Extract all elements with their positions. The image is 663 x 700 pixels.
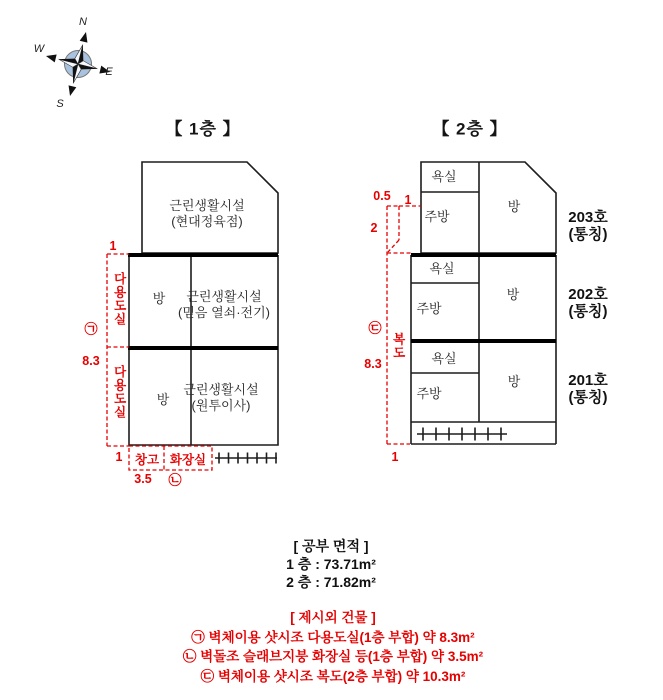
- floor1-top-room-line2: (현대정육점): [171, 214, 243, 229]
- unit202-name-label: [568, 286, 608, 320]
- floor1-dim-width-annex: 3.5: [134, 472, 152, 486]
- unit201-alias: (통칭): [568, 389, 608, 406]
- floor1-mid-room-line1: 근린생활시설: [186, 289, 262, 304]
- floor2-red-dimension-lines: [387, 206, 421, 444]
- compass-west-label: W: [33, 43, 45, 55]
- unit203-number: 203호: [568, 209, 608, 226]
- stairs-hatch-floor1: [215, 453, 277, 464]
- compass-south-label: S: [56, 98, 64, 110]
- unit201-bath-label: 욕실: [431, 351, 457, 366]
- floor2-dim-1-top: 1: [404, 193, 412, 207]
- unit203-kitchen-label: 주방: [424, 209, 450, 224]
- unit203-room-label: 방: [507, 199, 521, 214]
- extra-buildings-title: [ 제시외 건물 ]: [290, 610, 376, 625]
- unit202-bath-label: 욕실: [429, 261, 455, 276]
- unit201-number: 201호: [568, 372, 608, 389]
- floor1-mid-room-line2: (믿음 열쇠·전기): [178, 305, 270, 320]
- floor1-dim-width-bottom: 1: [115, 450, 123, 464]
- extra-buildings-item-3: ㉢ 벽체이용 샷시조 복도(2층 부합) 약 10.3m²: [200, 668, 466, 684]
- floor1-storage-label: 창고: [134, 453, 160, 467]
- stairs-hatch-floor2: [417, 428, 507, 441]
- unit203-bath-label: 욕실: [431, 169, 457, 184]
- unit203-alias: (통칭): [568, 226, 608, 243]
- floor1-mark-nieun: ㉡: [168, 472, 182, 488]
- unit201-name-label: [568, 372, 608, 406]
- floor2-dim-05: 0.5: [373, 189, 391, 203]
- floor1-toilet-label: 화장실: [169, 453, 207, 467]
- floor2-corridor-label: 복도: [391, 332, 406, 360]
- floor1-bottom-room-label: [183, 382, 258, 414]
- unit203-name-label: [568, 209, 608, 243]
- unit202-number: 202호: [568, 286, 608, 303]
- floor1-multiroom-upper-label: 다용도실: [112, 272, 127, 326]
- extra-buildings-item-2: ㉡ 벽돌조 슬래브지붕 화장실 등(1층 부합) 약 3.5m²: [182, 649, 484, 664]
- compass-north-label: N: [79, 16, 87, 28]
- floor2-title: 【 2층 】: [432, 119, 508, 139]
- floor1-mid-left-room-label: 방: [152, 291, 166, 306]
- area-summary-floor1: 1 층 : 73.71m²: [286, 556, 376, 572]
- floor2-dim-width-bottom: 1: [391, 450, 399, 464]
- unit202-alias: (통칭): [568, 303, 608, 320]
- floor1-bottom-room-line2: (원투이사): [191, 398, 251, 413]
- floor2-mark-digeut: ㉢: [368, 320, 382, 336]
- area-summary: [286, 537, 376, 591]
- floor1-top-room-line1: 근린생활시설: [169, 198, 245, 213]
- unit201-room-label: 방: [507, 374, 521, 389]
- floor1-dim-height: 8.3: [82, 354, 100, 368]
- extra-buildings-item-1: ㉠ 벽체이용 샷시조 다용도실(1층 부합) 약 8.3m²: [191, 629, 475, 645]
- unit202-kitchen-label: 주방: [416, 301, 442, 316]
- floor1-multiroom-lower-label: 다용도실: [112, 365, 127, 419]
- floor1-bottom-room-line1: 근린생활시설: [183, 382, 259, 397]
- unit201-kitchen-label: 주방: [416, 386, 442, 401]
- unit202-room-label: 방: [506, 287, 520, 302]
- floor2-dim-2: 2: [370, 221, 378, 235]
- floor1-bottom-left-room-label: 방: [156, 392, 170, 407]
- extra-buildings-note: [183, 608, 483, 686]
- floor2-dim-height: 8.3: [364, 357, 382, 371]
- area-summary-floor2: 2 층 : 71.82m²: [286, 574, 376, 590]
- floor1-mark-giyeok: ㉠: [84, 321, 98, 337]
- floor1-top-room-label: [169, 198, 244, 230]
- compass-east-label: E: [105, 66, 113, 78]
- floor1-dim-width-top: 1: [109, 239, 117, 253]
- floor1-mid-room-label: [178, 289, 270, 321]
- floor1-title: 【 1층 】: [165, 119, 241, 139]
- area-summary-title: [ 공부 면적 ]: [293, 538, 369, 554]
